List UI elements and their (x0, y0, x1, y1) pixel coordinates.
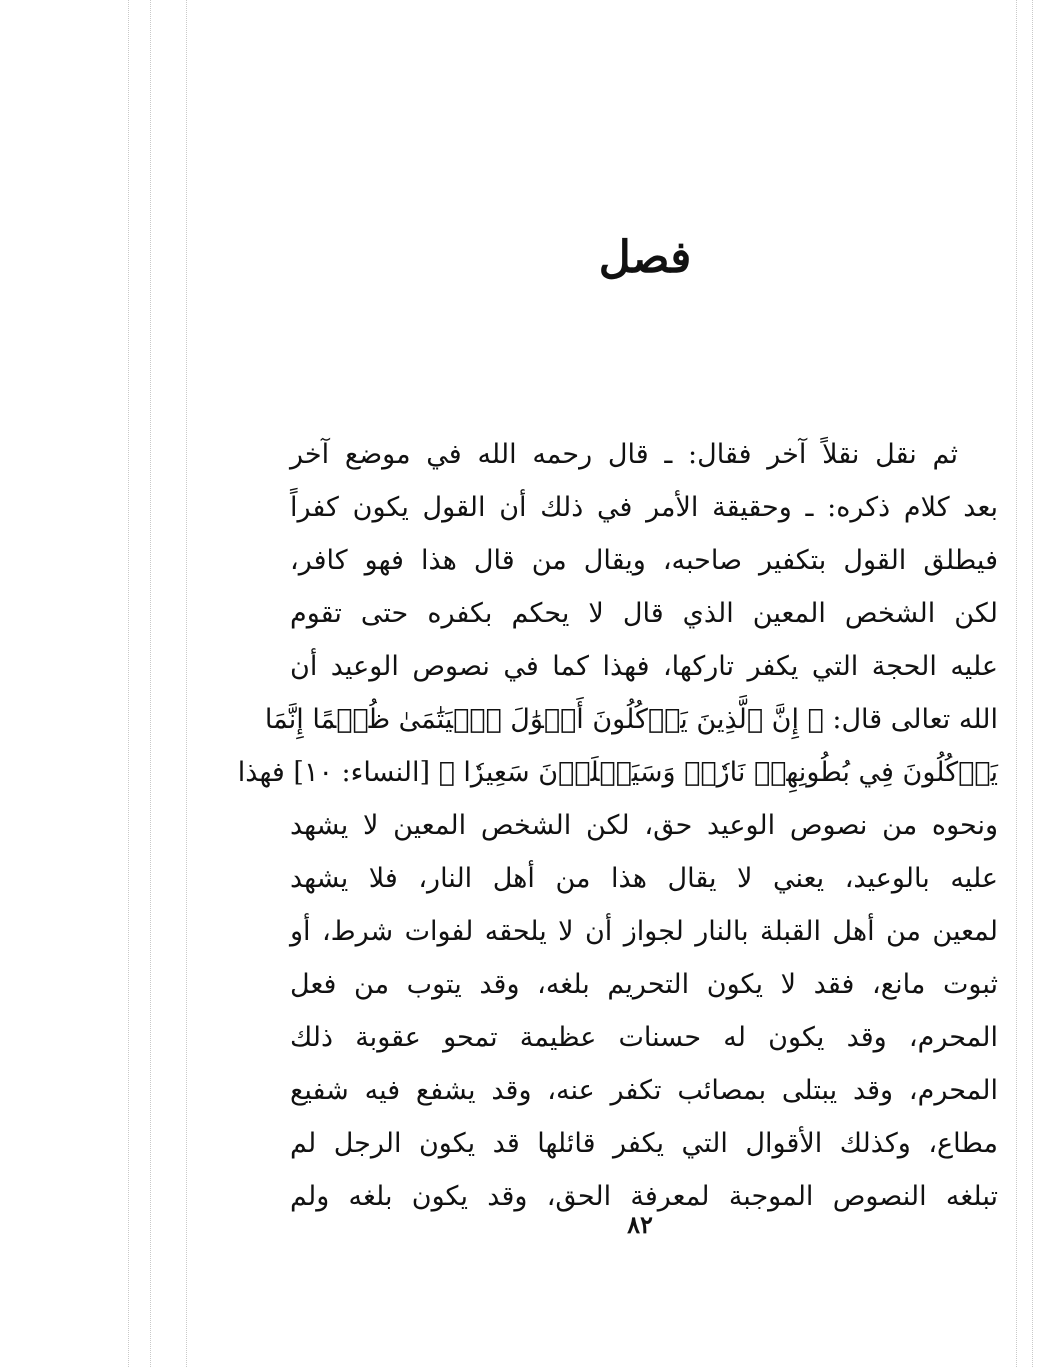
text-line: بعد كلام ذكره: ـ وحقيقة الأمر في ذلك أن القول يكون كفراً (290, 492, 998, 523)
text-line: ونحوه من نصوص الوعيد حق، لكن الشخص المعين لا يشهد (290, 810, 998, 841)
scan-artifact-line (128, 0, 129, 1367)
text-line: عليه الحجة التي يكفر تاركها، فهذا كما في نصوص الوعيد أن (290, 651, 998, 682)
text-line: ثم نقل نقلاً آخر فقال: ـ قال رحمه الله في موضع آخر (290, 439, 958, 470)
text-line: تبلغه النصوص الموجبة لمعرفة الحق، وقد يكون بلغه ولم (290, 1181, 998, 1212)
scan-artifact-line (1016, 0, 1017, 1367)
page-number: ٨٢ (627, 1210, 653, 1239)
text-line: مطاع، وكذلك الأقوال التي يكفر قائلها قد يكون الرجل لم (290, 1128, 998, 1159)
quran-verse-line: الله تعالى قال: ﴿ إِنَّ ٱلَّذِينَ يَأۡكُلُونَ أَمۡوَٰلَ ٱلۡيَتَٰمَىٰ ظُلۡمًا إِنَّمَا (264, 704, 998, 735)
section-heading: فصل (598, 232, 692, 283)
text-line: عليه بالوعيد، يعني لا يقال هذا من أهل النار، فلا يشهد (290, 863, 998, 894)
body-text (237, 428, 998, 1223)
scan-artifact-line (150, 0, 151, 1367)
text-line: ثبوت مانع، فقد لا يكون التحريم بلغه، وقد يتوب من فعل (290, 969, 998, 1000)
quran-verse-line: يَأۡكُلُونَ فِي بُطُونِهِمۡ نَارٗاۖ وَسَيَصۡلَوۡنَ سَعِيرٗا ﴾ [النساء: ١٠] فهذا (237, 757, 998, 788)
text-line: فيطلق القول بتكفير صاحبه، ويقال من قال هذا فهو كافر، (290, 545, 998, 576)
text-line: المحرم، وقد يكون له حسنات عظيمة تمحو عقوبة ذلك (290, 1022, 998, 1053)
scan-artifact-line (186, 0, 187, 1367)
text-line: لمعين من أهل القبلة بالنار لجواز أن لا يلحقه لفوات شرط، أو (290, 916, 998, 947)
text-line: لكن الشخص المعين الذي قال لا يحكم بكفره حتى تقوم (290, 598, 998, 629)
text-line: المحرم، وقد يبتلى بمصائب تكفر عنه، وقد يشفع فيه شفيع (290, 1075, 998, 1106)
scan-artifact-line (1032, 0, 1033, 1367)
